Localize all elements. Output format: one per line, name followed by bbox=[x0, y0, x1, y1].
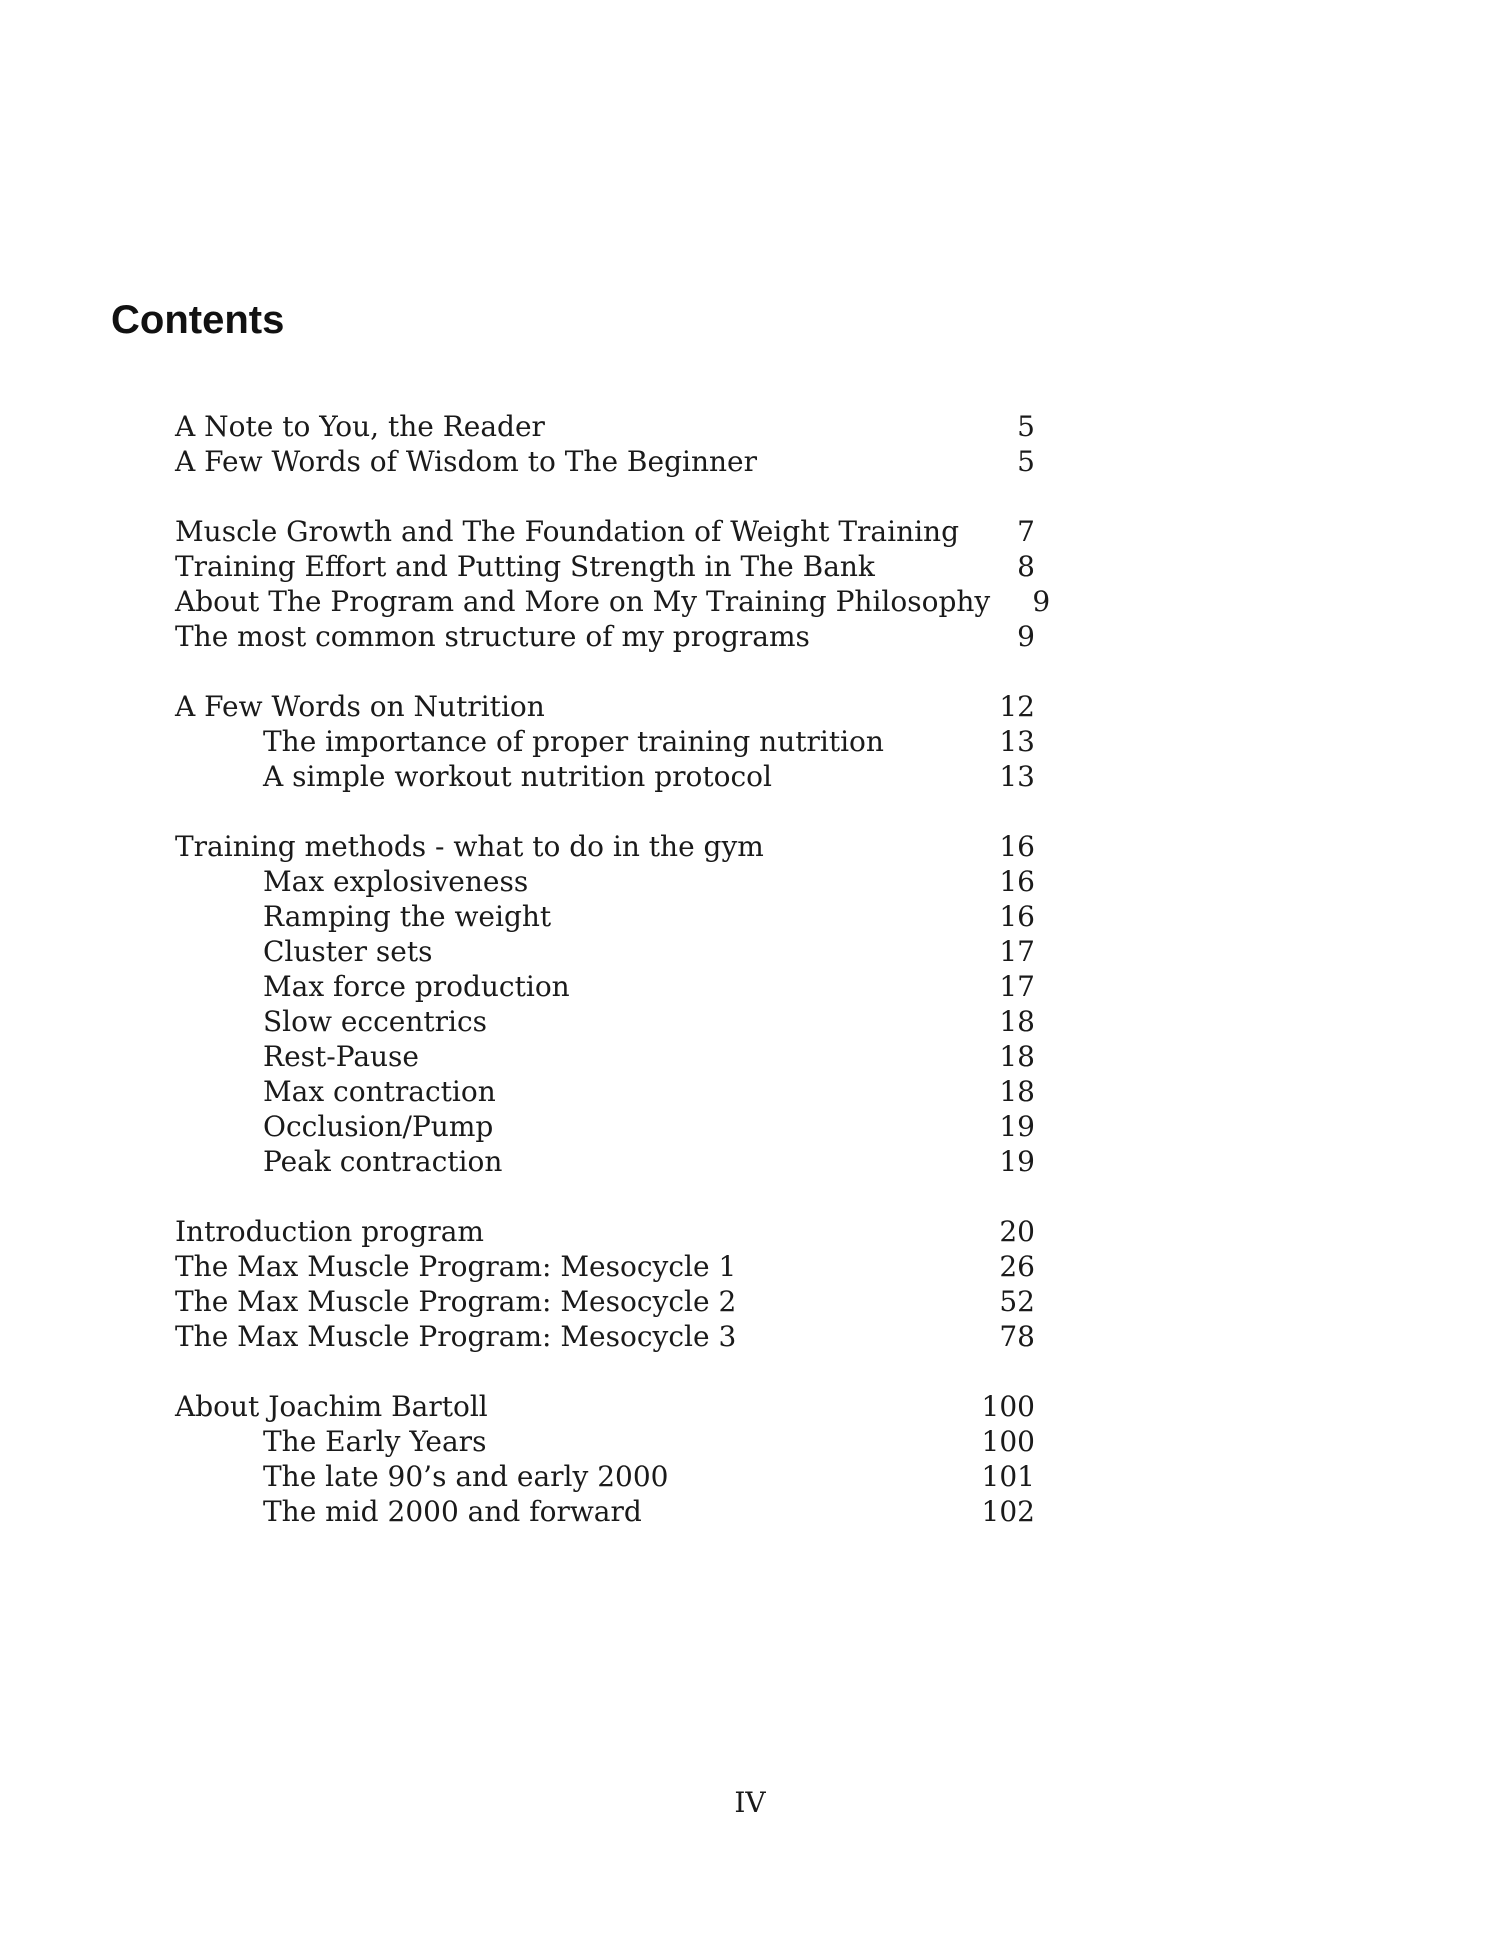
toc-entry[interactable] bbox=[175, 829, 1035, 864]
toc-entry-page-number: 9 bbox=[1032, 585, 1051, 618]
toc-entry-title: Rest-Pause bbox=[263, 1040, 419, 1073]
toc-entry-page-number: 18 bbox=[999, 1075, 1035, 1108]
table-of-contents bbox=[175, 409, 1051, 1564]
toc-section bbox=[175, 689, 1035, 794]
toc-entry-title: About Joachim Bartoll bbox=[175, 1390, 488, 1423]
toc-entry[interactable] bbox=[175, 1284, 1035, 1319]
toc-entry-page-number: 13 bbox=[999, 760, 1035, 793]
toc-entry[interactable] bbox=[175, 1319, 1035, 1354]
toc-entry-title: Ramping the weight bbox=[263, 900, 552, 933]
toc-entry-title: Slow eccentrics bbox=[263, 1005, 488, 1038]
toc-subentry[interactable] bbox=[175, 724, 1035, 759]
toc-entry[interactable] bbox=[175, 619, 1035, 654]
toc-entry-page-number: 5 bbox=[1017, 445, 1035, 478]
toc-subentry[interactable] bbox=[175, 934, 1035, 969]
toc-entry[interactable] bbox=[175, 584, 1051, 619]
toc-entry[interactable] bbox=[175, 549, 1035, 584]
toc-entry-page-number: 100 bbox=[981, 1390, 1035, 1423]
toc-entry-title: Training Effort and Putting Strength in The Bank bbox=[175, 550, 875, 583]
toc-subentry[interactable] bbox=[175, 1459, 1035, 1494]
toc-entry-title: A Note to You, the Reader bbox=[175, 410, 545, 443]
toc-entry-title: A simple workout nutrition protocol bbox=[263, 760, 772, 793]
toc-entry-page-number: 9 bbox=[1017, 620, 1035, 653]
toc-subentry[interactable] bbox=[175, 1494, 1035, 1529]
toc-entry-page-number: 19 bbox=[999, 1145, 1035, 1178]
toc-subentry[interactable] bbox=[175, 759, 1035, 794]
toc-entry-title: The Early Years bbox=[263, 1425, 487, 1458]
toc-subentry[interactable] bbox=[175, 1109, 1035, 1144]
toc-entry[interactable] bbox=[175, 689, 1035, 724]
toc-entry-title: The most common structure of my programs bbox=[175, 620, 810, 653]
toc-entry-title: The importance of proper training nutrition bbox=[263, 725, 884, 758]
toc-entry-title: Peak contraction bbox=[263, 1145, 503, 1178]
toc-section bbox=[175, 409, 1035, 479]
toc-entry-page-number: 52 bbox=[999, 1285, 1035, 1318]
toc-entry-page-number: 78 bbox=[999, 1320, 1035, 1353]
toc-subentry[interactable] bbox=[175, 969, 1035, 1004]
toc-subentry[interactable] bbox=[175, 1039, 1035, 1074]
toc-entry-page-number: 20 bbox=[999, 1215, 1035, 1248]
toc-entry-page-number: 18 bbox=[999, 1005, 1035, 1038]
toc-subentry[interactable] bbox=[175, 1074, 1035, 1109]
toc-entry-page-number: 18 bbox=[999, 1040, 1035, 1073]
toc-subentry[interactable] bbox=[175, 1004, 1035, 1039]
toc-entry-title: The Max Muscle Program: Mesocycle 1 bbox=[175, 1250, 737, 1283]
toc-subentry[interactable] bbox=[175, 899, 1035, 934]
toc-entry[interactable] bbox=[175, 1249, 1035, 1284]
toc-entry-page-number: 17 bbox=[999, 970, 1035, 1003]
toc-entry-title: A Few Words of Wisdom to The Beginner bbox=[175, 445, 757, 478]
toc-entry-title: About The Program and More on My Training Philosophy bbox=[175, 585, 991, 618]
toc-entry-title: The Max Muscle Program: Mesocycle 2 bbox=[175, 1285, 737, 1318]
toc-entry-page-number: 100 bbox=[981, 1425, 1035, 1458]
toc-entry-page-number: 19 bbox=[999, 1110, 1035, 1143]
toc-section bbox=[175, 1214, 1035, 1354]
toc-section bbox=[175, 1389, 1035, 1529]
toc-entry-page-number: 5 bbox=[1017, 410, 1035, 443]
toc-entry-title: Max force production bbox=[263, 970, 570, 1003]
page-number: IV bbox=[734, 1786, 766, 1819]
toc-entry-title: The mid 2000 and forward bbox=[263, 1495, 642, 1528]
toc-entry-title: Cluster sets bbox=[263, 935, 433, 968]
toc-entry-title: A Few Words on Nutrition bbox=[175, 690, 545, 723]
toc-subentry[interactable] bbox=[175, 1424, 1035, 1459]
toc-section bbox=[175, 514, 1051, 654]
toc-entry[interactable] bbox=[175, 1214, 1035, 1249]
toc-entry-title: The Max Muscle Program: Mesocycle 3 bbox=[175, 1320, 737, 1353]
toc-entry-page-number: 26 bbox=[999, 1250, 1035, 1283]
page-title: Contents bbox=[111, 298, 285, 342]
toc-entry-page-number: 12 bbox=[999, 690, 1035, 723]
toc-entry-title: Occlusion/Pump bbox=[263, 1110, 494, 1143]
toc-subentry[interactable] bbox=[175, 864, 1035, 899]
toc-entry[interactable] bbox=[175, 514, 1035, 549]
toc-entry-title: Muscle Growth and The Foundation of Weight Training bbox=[175, 515, 960, 548]
toc-entry-title: Max explosiveness bbox=[263, 865, 529, 898]
toc-entry-title: The late 90’s and early 2000 bbox=[263, 1460, 669, 1493]
toc-entry-title: Max contraction bbox=[263, 1075, 496, 1108]
toc-entry-title: Training methods - what to do in the gym bbox=[175, 830, 764, 863]
toc-entry-page-number: 16 bbox=[999, 900, 1035, 933]
toc-entry-page-number: 16 bbox=[999, 865, 1035, 898]
toc-section bbox=[175, 829, 1035, 1179]
toc-entry-page-number: 8 bbox=[1017, 550, 1035, 583]
toc-entry[interactable] bbox=[175, 1389, 1035, 1424]
toc-entry-page-number: 102 bbox=[981, 1495, 1035, 1528]
toc-subentry[interactable] bbox=[175, 1144, 1035, 1179]
toc-entry[interactable] bbox=[175, 409, 1035, 444]
toc-entry[interactable] bbox=[175, 444, 1035, 479]
toc-entry-page-number: 16 bbox=[999, 830, 1035, 863]
toc-entry-page-number: 13 bbox=[999, 725, 1035, 758]
toc-entry-page-number: 7 bbox=[1017, 515, 1035, 548]
toc-entry-page-number: 17 bbox=[999, 935, 1035, 968]
toc-entry-title: Introduction program bbox=[175, 1215, 484, 1248]
toc-entry-page-number: 101 bbox=[981, 1460, 1035, 1493]
